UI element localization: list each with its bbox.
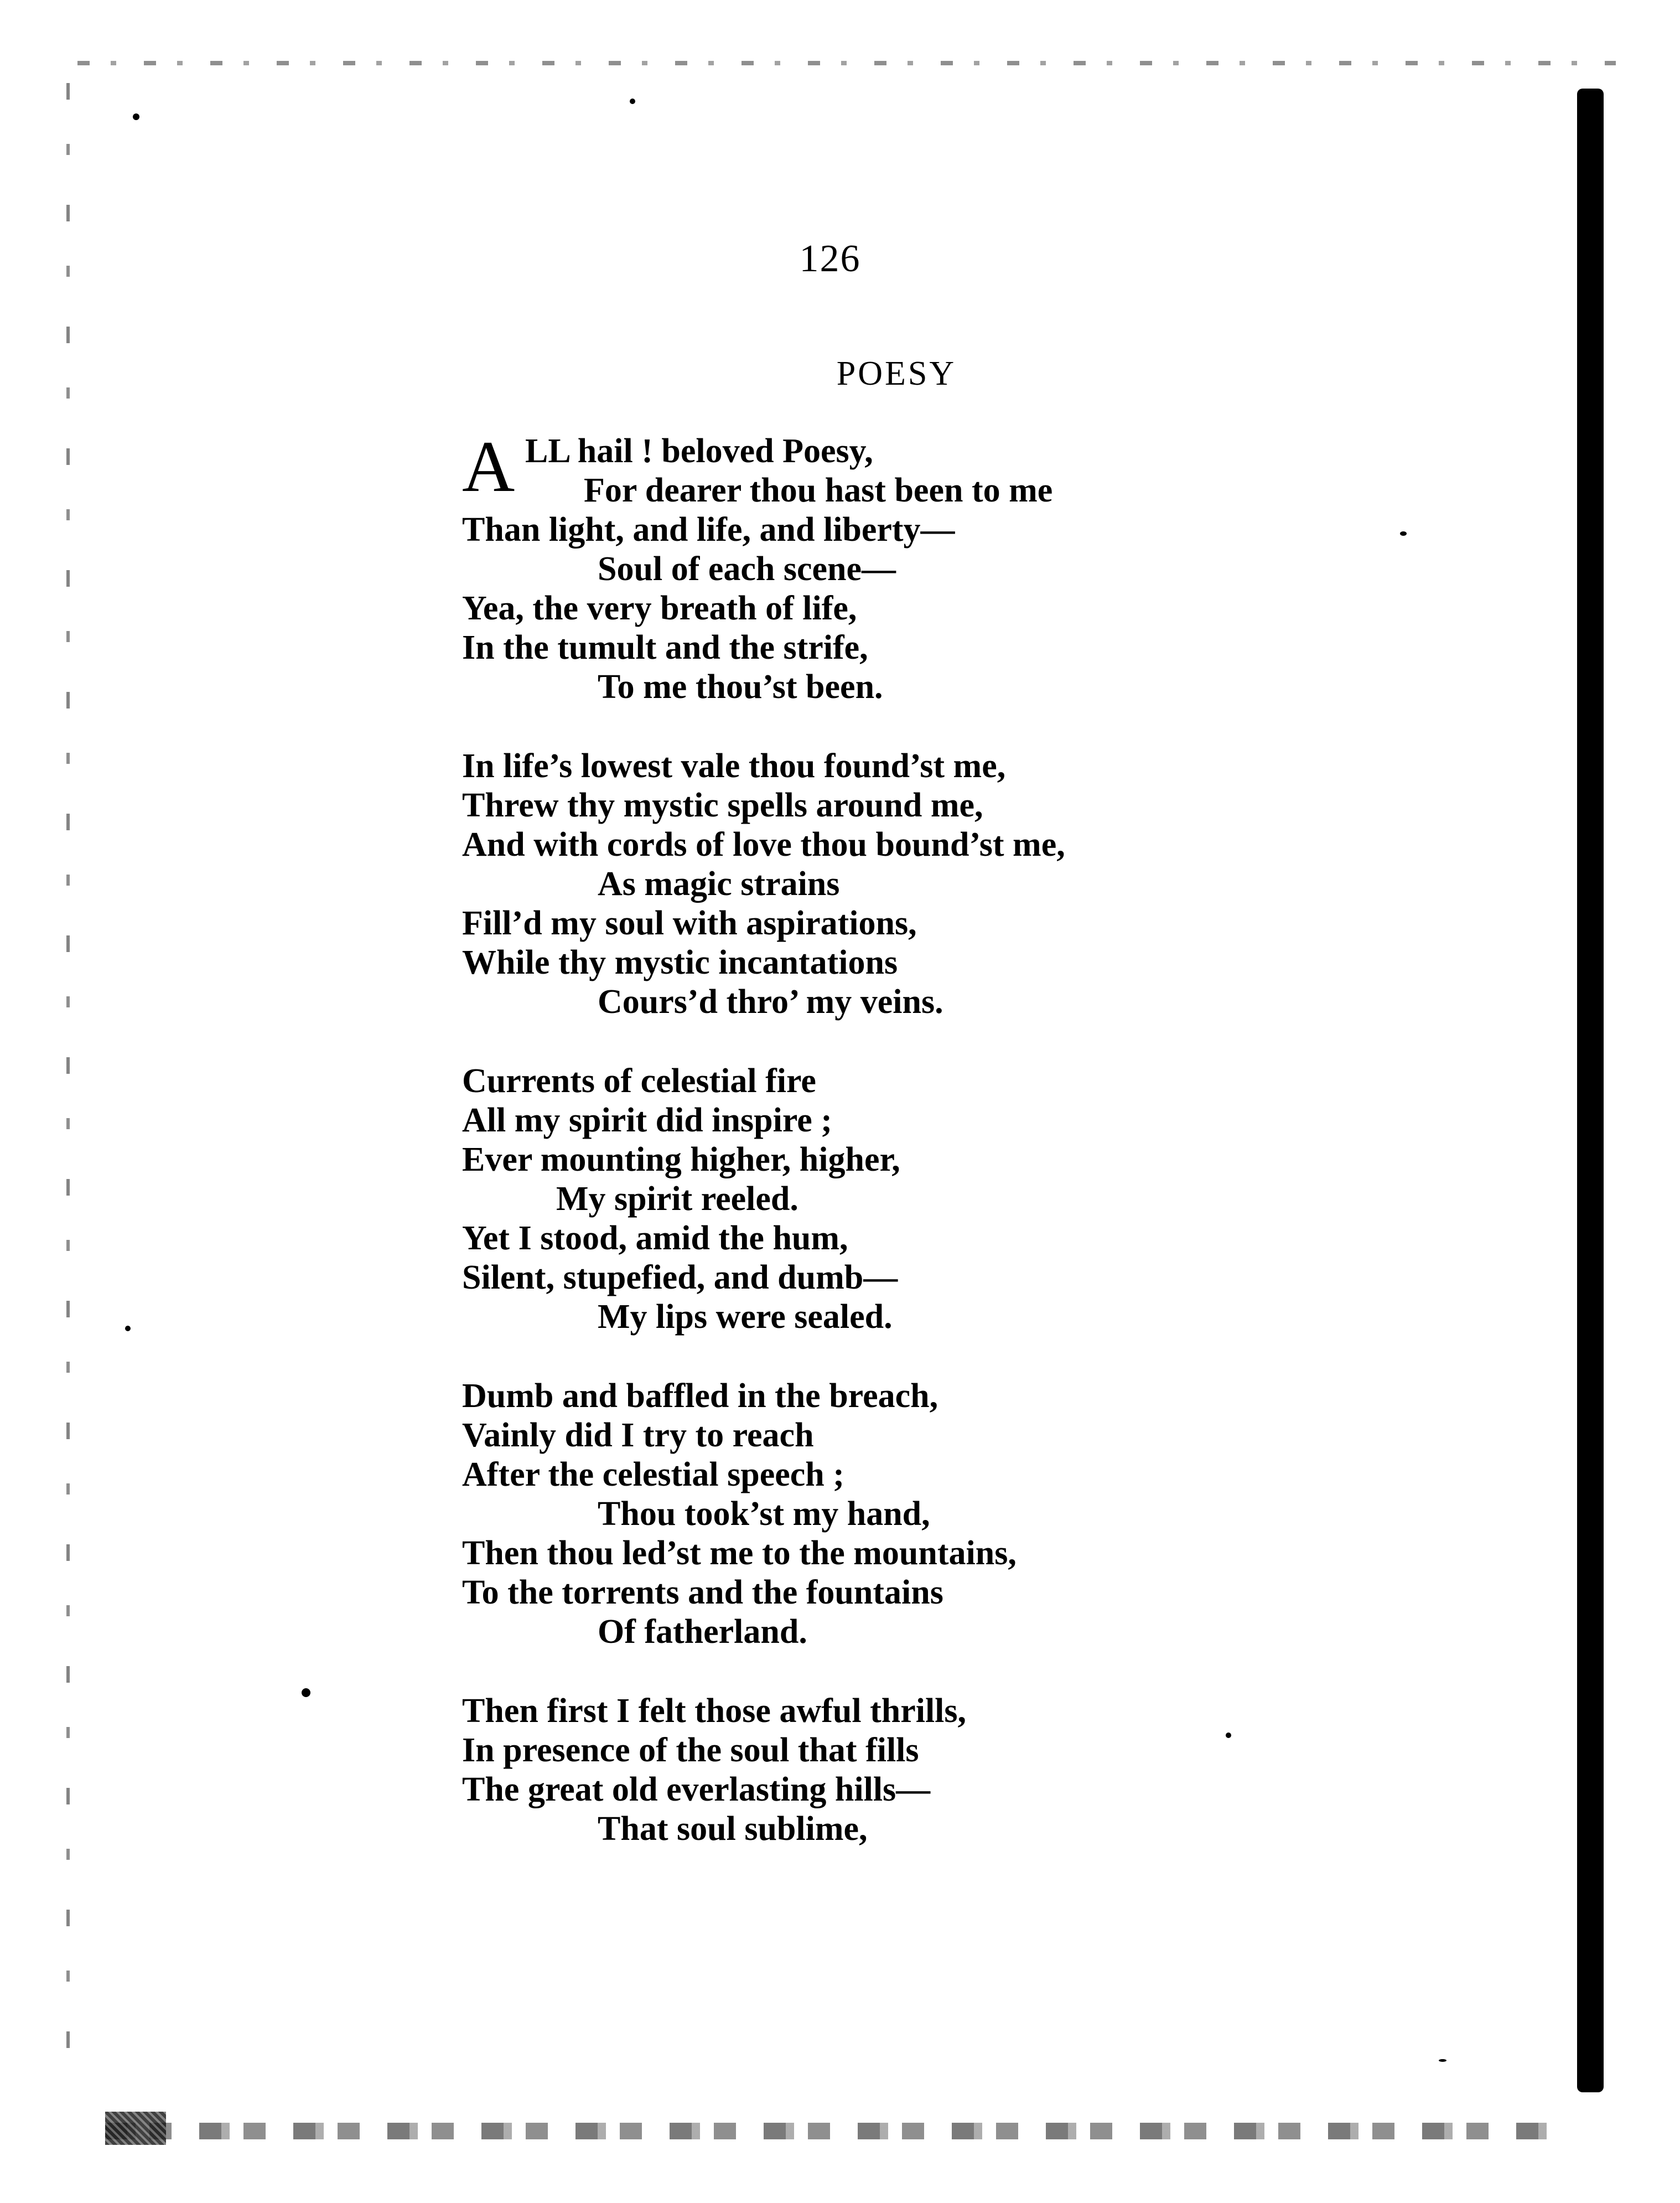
poem-line: The great old everlasting hills— [462, 1771, 931, 1808]
poem-line: Currents of celestial fire [462, 1062, 816, 1100]
speck [133, 113, 139, 120]
poem-line: Yet I stood, amid the hum, [462, 1219, 848, 1257]
poem-line: Thou took’st my hand, [598, 1495, 930, 1533]
poem-line: While thy mystic incantations [462, 944, 898, 981]
poem-line: To me thou’st been. [598, 668, 883, 706]
speck [630, 99, 635, 104]
page-number: 126 [799, 237, 861, 280]
drop-cap: A [462, 426, 515, 507]
speck [1439, 2059, 1446, 2062]
stanza-5 [462, 1692, 1403, 1849]
poem-line: After the celestial speech ; [462, 1456, 844, 1493]
poem-title: POESY [836, 355, 957, 392]
stanza-2 [462, 747, 1403, 1022]
poem-line: And with cords of love thou bound’st me, [462, 826, 1065, 863]
poem-line: Than light, and life, and liberty— [462, 511, 955, 549]
poem-line: For dearer thou hast been to me [584, 472, 1053, 509]
poem-line: LL hail ! beloved Poesy, [525, 432, 873, 470]
poem-line: Fill’d my soul with aspirations, [462, 904, 917, 942]
speck [125, 1326, 131, 1331]
poem-line: Silent, stupefied, and dumb— [462, 1259, 898, 1296]
poem-line: Threw thy mystic spells around me, [462, 787, 983, 824]
poem-line: Ever mounting higher, higher, [462, 1141, 900, 1178]
poem-line: My lips were sealed. [598, 1298, 893, 1336]
scan-edge-bottom [105, 2123, 1555, 2139]
binding-knob [1582, 210, 1604, 229]
poem-line: As magic strains [598, 865, 840, 903]
scan-edge-top [77, 61, 1616, 65]
poem-line: In the tumult and the strife, [462, 629, 868, 666]
opening-lines [462, 426, 1403, 510]
poem-body [462, 426, 1403, 1889]
poem-line: All my spirit did inspire ; [462, 1102, 832, 1139]
poem-line: Then thou led’st me to the mountains, [462, 1534, 1017, 1572]
poem-line: That soul sublime, [598, 1810, 868, 1848]
scan-blot [105, 2112, 166, 2145]
poem-line: Soul of each scene— [598, 550, 896, 588]
poem-line: Of fatherland. [598, 1613, 807, 1651]
binding-knob [1582, 664, 1604, 683]
poem-line: Cours’d thro’ my veins. [598, 983, 943, 1021]
poem-line: Yea, the very breath of life, [462, 589, 857, 627]
poem-line: My spirit reeled. [556, 1180, 798, 1218]
stanza-3 [462, 1062, 1403, 1337]
binding-knob [1582, 1494, 1604, 1513]
stanza-4 [462, 1377, 1403, 1652]
poem-line: Dumb and baffled in the breach, [462, 1377, 938, 1415]
poem-line: In life’s lowest vale thou found’st me, [462, 747, 1006, 785]
scan-binding-edge [1577, 89, 1604, 2092]
poem-line: Vainly did I try to reach [462, 1416, 814, 1454]
stanza-1 [462, 426, 1403, 707]
poem-line: Then first I felt those awful thrills, [462, 1692, 967, 1730]
poem-line: In presence of the soul that fills [462, 1731, 919, 1769]
poem-line: To the torrents and the fountains [462, 1574, 943, 1611]
speck [302, 1688, 310, 1697]
scan-edge-left [66, 83, 70, 2065]
binding-knob [1582, 1910, 1604, 1928]
